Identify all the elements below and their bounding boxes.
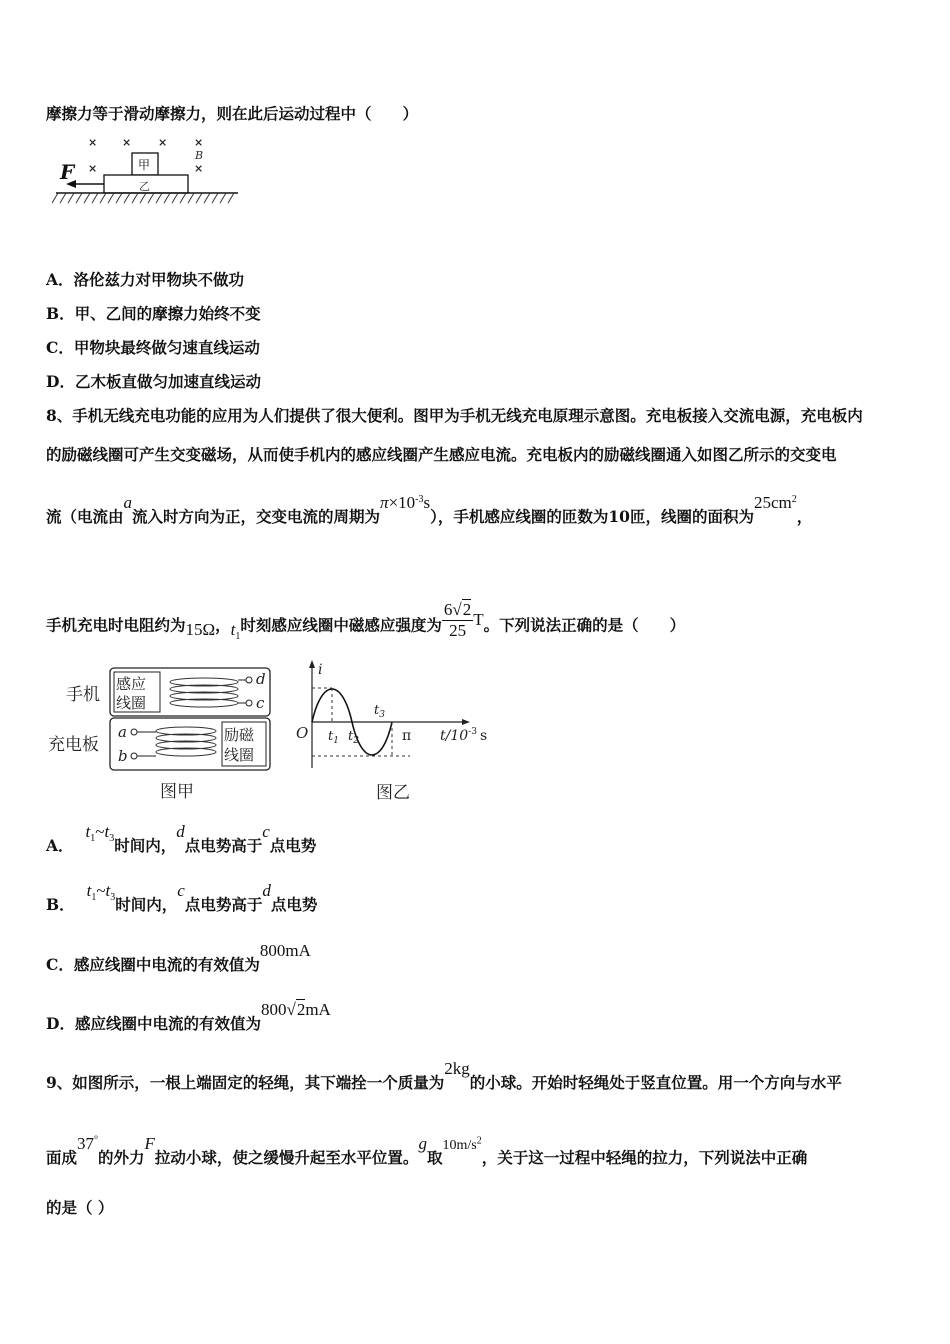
g-value: $10m/s^2$ — [442, 1135, 482, 1153]
figure-jia-caption: 图甲 — [160, 782, 194, 802]
field-x-mark: × — [88, 162, 98, 175]
field-x-mark: × — [88, 136, 98, 149]
field-x-mark: × — [194, 136, 204, 149]
q8-option-a[interactable]: A．$t_1\sim t_3$时间内，d点电势高于c点电势 — [46, 822, 317, 855]
pad-coil-label-1: 励磁 — [224, 726, 255, 744]
q9-stem-line3: 的是（ ） — [46, 1198, 114, 1217]
q8-figure-yi — [290, 658, 520, 806]
b-fraction: $\frac{6√2}{25}$ — [443, 600, 472, 640]
y-axis-label: i — [318, 662, 323, 678]
pad-label: 充电板 — [48, 735, 99, 755]
q9-stem-line1: 9、如图所示，一根上端固定的轻绳，其下端拴一个质量为2kg的小球。开始时轻绳处于竖直位置。用一个方向与水平 — [46, 1059, 842, 1092]
field-label-b: B — [195, 149, 204, 162]
area-expr: $25cm^2$ — [753, 493, 797, 512]
origin-label: O — [296, 724, 309, 742]
q7-option-c[interactable]: C．甲物块最终做匀速直线运动 — [46, 338, 260, 357]
phone-label: 手机 — [66, 685, 100, 705]
block-jia-label: 甲 — [138, 158, 151, 172]
figure-yi-caption: 图乙 — [376, 783, 410, 803]
mass-value: 2kg — [444, 1059, 470, 1078]
tick-pi: π — [402, 728, 412, 744]
q7-stem-tail: 摩擦力等于滑动摩擦力，则在此后运动过程中（ ） — [46, 104, 419, 123]
t1-symbol: $t_1$ — [230, 619, 241, 642]
terminal-c: c — [256, 694, 265, 712]
x-axis-label: $t/10^{-3}$ s — [440, 727, 488, 744]
q8-option-b[interactable]: B．$t_1\sim t_3$时间内，c点电势高于d点电势 — [46, 881, 318, 914]
field-x-mark: × — [158, 136, 168, 149]
q7-figure — [52, 135, 242, 210]
q8-figure-jia — [44, 660, 284, 805]
resistance-value: 15Ω — [185, 619, 216, 639]
q8-option-d[interactable]: D．感应线圈中电流的有效值为800√2mA — [46, 1000, 331, 1033]
var-a: a — [123, 493, 133, 512]
board-yi-label: 乙 — [139, 180, 150, 193]
tick-t1: $t_1$ — [328, 729, 339, 746]
force-label: F — [60, 160, 75, 184]
q7-option-d[interactable]: D．乙木板直做匀加速直线运动 — [46, 372, 261, 391]
excitation-coil — [156, 727, 216, 756]
force-symbol: F — [144, 1134, 155, 1153]
q8-stem-line1: 8、手机无线充电功能的应用为人们提供了很大便利。图甲为手机无线充电原理示意图。充电板接入交流电源，充电板内 — [46, 406, 863, 425]
induction-coil — [170, 678, 238, 707]
q9-stem-line2: 面成37°的外力F拉动小球，使之缓慢升起至水平位置。g取$10m/s^2$，关于这一过程中轻绳的拉力，下列说法中正确 — [46, 1134, 808, 1167]
ground-hatching — [52, 193, 234, 203]
terminal-a: a — [118, 723, 127, 741]
q7-option-a[interactable]: A．洛伦兹力对甲物块不做功 — [46, 270, 245, 289]
tick-t3: $t_3$ — [374, 703, 385, 720]
terminal-b: b — [118, 747, 128, 765]
q8-stem-line4: 手机充电时电阻约为15Ω，$t_1$时刻感应线圈中磁感应强度为 $\frac{6√2}{25}$ T。下列说法正确的是（ ） — [46, 600, 686, 642]
q8-option-c[interactable]: C．感应线圈中电流的有效值为800mA — [46, 941, 311, 974]
period-expr: $\pi\times 10^{-3}s$ — [380, 493, 431, 512]
q8-stem-line3: 流（电流由a流入时方向为正，交变电流的周期为$\pi\times 10^{-3}s$），手机感应线圈的匝数为10匝，线圈的面积为$25cm^2$， — [46, 493, 813, 526]
field-x-mark: × — [122, 136, 132, 149]
phone-coil-label-2: 线圈 — [116, 694, 147, 712]
angle-value: 37° — [77, 1134, 99, 1153]
tick-t2: $t_2$ — [348, 729, 359, 746]
field-x-mark: × — [194, 162, 204, 175]
pad-coil-label-2: 线圈 — [224, 746, 255, 764]
q8-stem-line2: 的励磁线圈可产生交变磁场，从而使手机内的感应线圈产生感应电流。充电板内的励磁线圈通入如图乙所示的交变电 — [46, 445, 837, 464]
phone-coil-label-1: 感应 — [116, 675, 147, 693]
terminal-d: d — [256, 670, 266, 688]
q7-option-b[interactable]: B．甲、乙间的摩擦力始终不变 — [46, 304, 261, 323]
g-symbol: g — [418, 1134, 427, 1153]
